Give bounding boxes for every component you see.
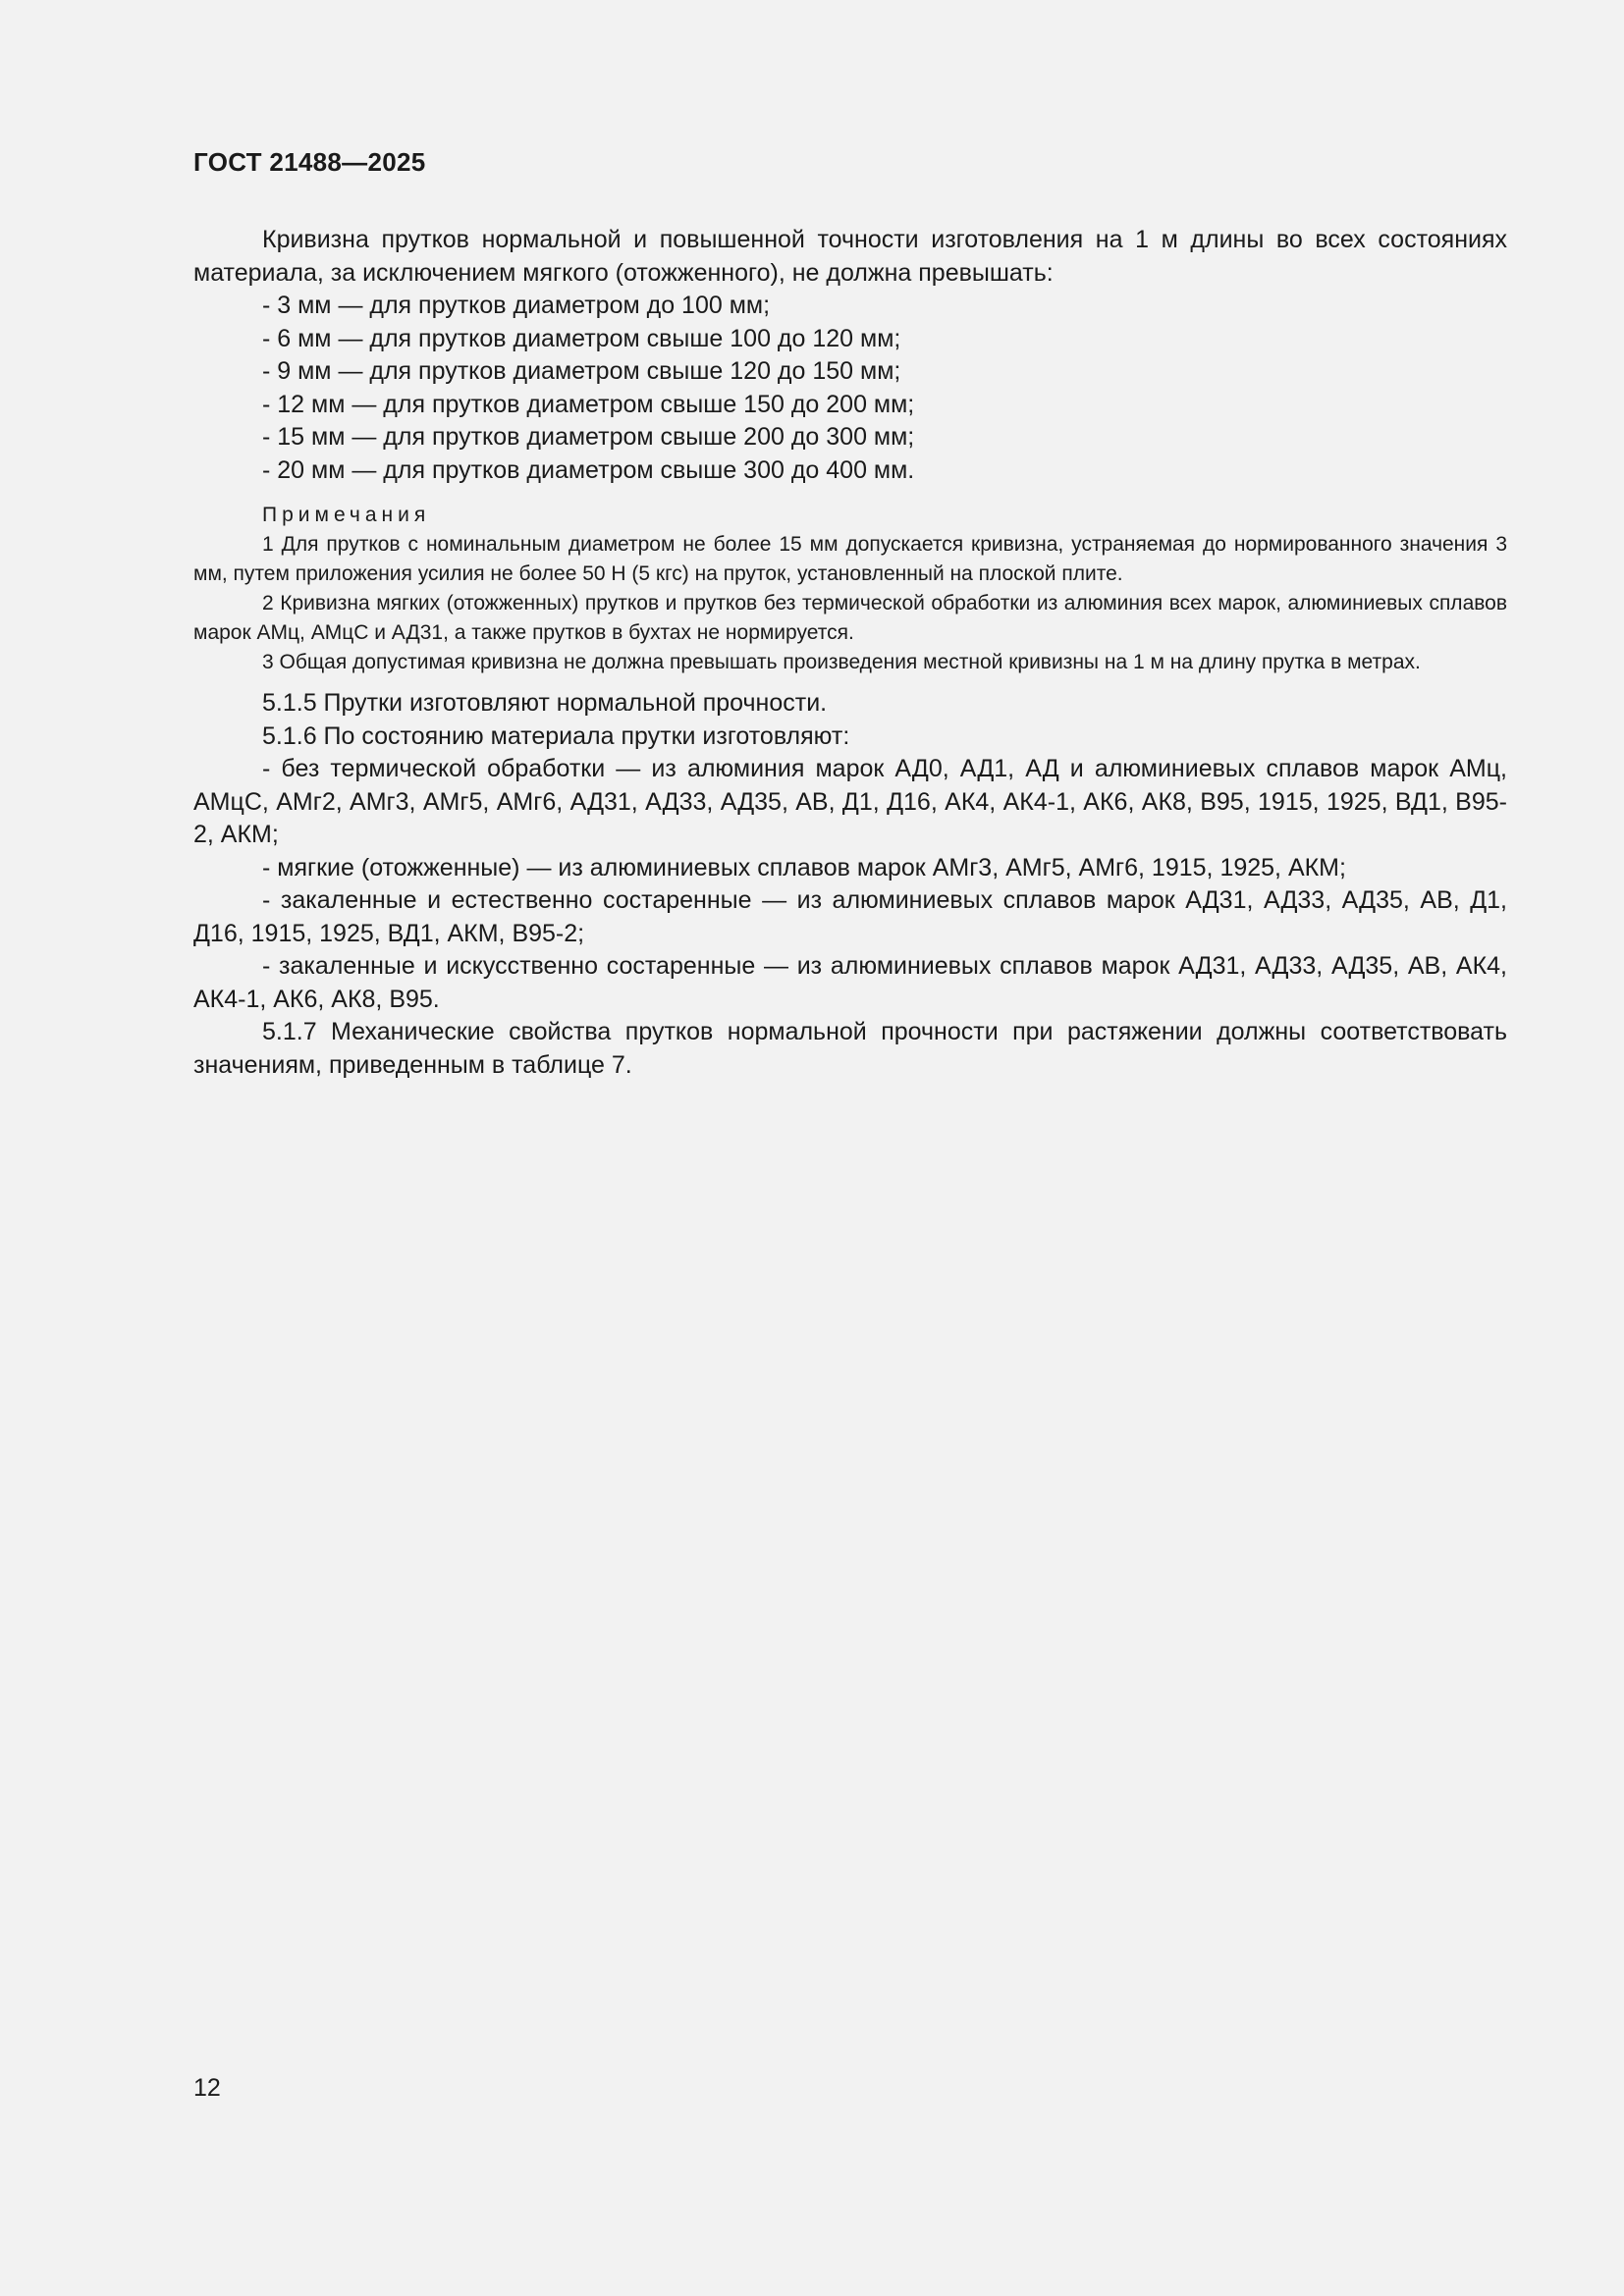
- document-header: ГОСТ 21488—2025: [193, 147, 426, 177]
- note-item: 3 Общая допустимая кривизна не должна превышать произведения местной кривизны на 1 м на длину прутка в метрах.: [262, 651, 1421, 673]
- notes-title: Примечания: [262, 504, 431, 526]
- clause-5-1-6-item: - закаленные и искусственно состаренные — из алюминиевых сплавов марок АД31, АД33, АД35, АВ, АК4, АК4-1, АК6, АК8, В95.: [193, 952, 1507, 1013]
- page-body: [193, 224, 1507, 1082]
- note-item: 2 Кривизна мягких (отожженных) прутков и прутков без термической обработки из алюминия всех марок, алюминиевых сплавов марок АМц, АМцС и АД31, а также прутков в бухтах не нормируется.: [193, 592, 1507, 644]
- clause-5-1-5: 5.1.5 Прутки изготовляют нормальной прочности.: [262, 689, 828, 717]
- curvature-intro: Кривизна прутков нормальной и повышенной точности изготовления на 1 м длины во всех состояниях материала, за исключением мягкого (отожженного), не должна превышать:: [193, 226, 1507, 287]
- list-item: - 3 мм — для прутков диаметром до 100 мм;: [262, 292, 771, 319]
- notes-block: [193, 501, 1507, 677]
- list-item: - 9 мм — для прутков диаметром свыше 120 до 150 мм;: [262, 357, 901, 385]
- section-5-1-5-to-5-1-7: [193, 687, 1507, 1082]
- clause-5-1-6-item: - мягкие (отожженные) — из алюминиевых сплавов марок АМг3, АМг5, АМг6, 1915, 1925, АКМ;: [262, 853, 1346, 881]
- clause-5-1-6-item: - без термической обработки — из алюминия марок АД0, АД1, АД и алюминиевых сплавов марок АМц, АМцС, АМг2, АМг3, АМг5, АМг6, АД31, АД33, АД35, АВ, Д1, Д16, АК4, АК4-1, АК6, АК8, В95, 1915, 1925, ВД1, В95-2, АКМ;: [193, 755, 1507, 848]
- note-item: 1 Для прутков с номинальным диаметром не более 15 мм допускается кривизна, устраняемая до нормированного значения 3 мм, путем приложения усилия не более 50 Н (5 кгс) на пруток, установленный на плоской плите.: [193, 533, 1507, 585]
- clause-5-1-7: 5.1.7 Механические свойства прутков нормальной прочности при растяжении должны соответствовать значениям, приведенным в таблице 7.: [193, 1018, 1507, 1079]
- list-item: - 12 мм — для прутков диаметром свыше 150 до 200 мм;: [262, 390, 915, 418]
- clause-5-1-6: 5.1.6 По состоянию материала прутки изготовляют:: [262, 721, 850, 750]
- list-item: - 20 мм — для прутков диаметром свыше 300 до 400 мм.: [262, 455, 915, 484]
- list-item: - 6 мм — для прутков диаметром свыше 100 до 120 мм;: [262, 324, 901, 352]
- list-item: - 15 мм — для прутков диаметром свыше 200 до 300 мм;: [262, 423, 915, 451]
- clause-5-1-6-item: - закаленные и естественно состаренные — из алюминиевых сплавов марок АД31, АД33, АД35, АВ, Д1, Д16, 1915, 1925, ВД1, АКМ, В95-2;: [193, 886, 1507, 947]
- page-number: 12: [193, 2074, 221, 2102]
- curvature-list: [193, 290, 1507, 487]
